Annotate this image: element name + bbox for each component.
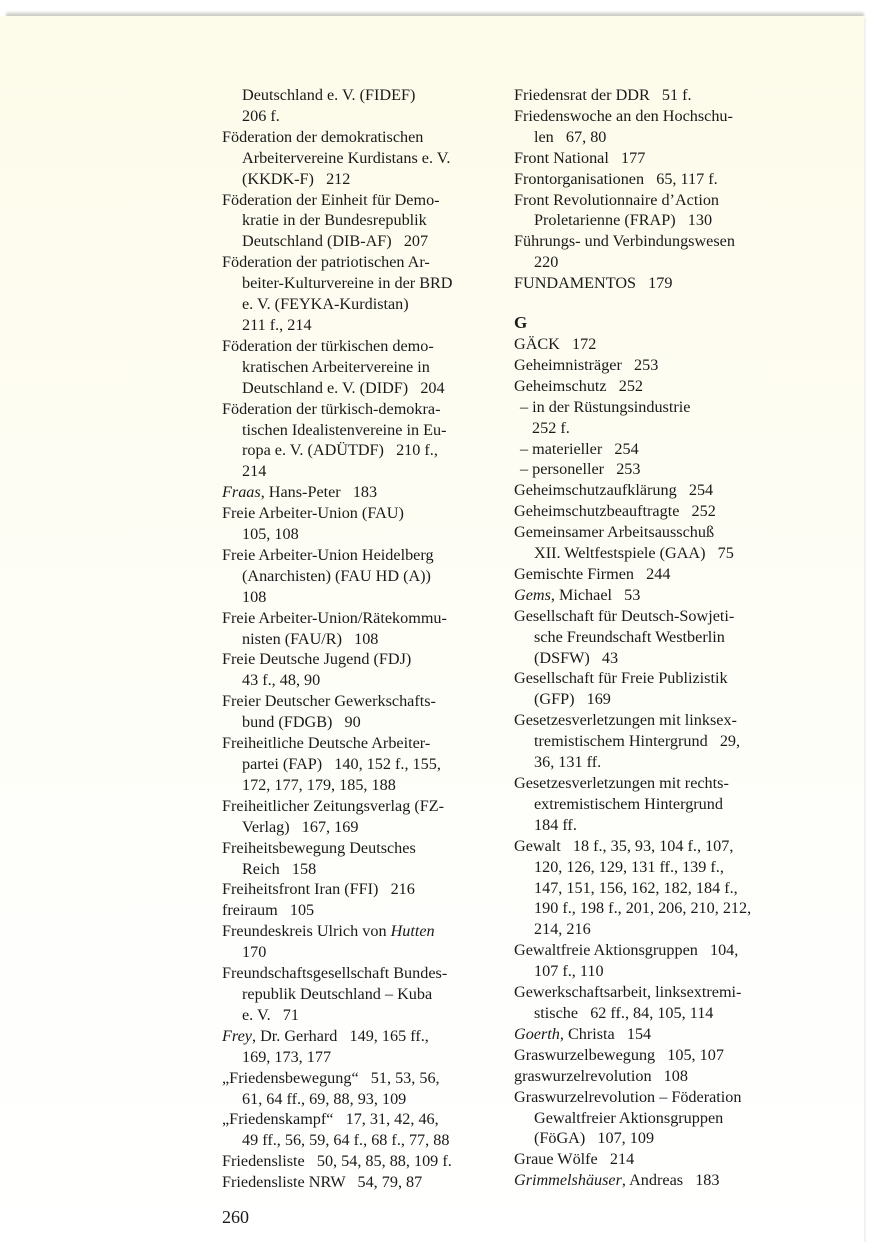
index-entry-text: , Dr. Gerhard 149, 165 ff., [251,1026,429,1045]
index-entry-text: (DSFW) 43 [534,648,619,667]
index-entry-line [514,1024,794,1045]
index-continuation-line [222,524,500,545]
index-entry-line [222,399,500,420]
index-entry-text: , Christa 154 [559,1024,652,1043]
index-entry-text: Friedensliste 50, 54, 85, 88, 109 f. [222,1152,452,1171]
index-entry-line [222,1109,500,1130]
index-continuation-line [514,1128,794,1149]
page-right-edge [864,18,866,1242]
index-entry-line [514,585,794,606]
index-entry-text: Freundeskreis Ulrich von [222,922,391,941]
index-entry-text: Freiheitlicher Zeitungsverlag (FZ- [222,796,445,815]
index-continuation-line [514,1108,794,1129]
index-continuation-line [222,210,500,231]
index-entry-text: Frontorganisationen 65, 117 f. [514,169,718,188]
index-entry-line [222,252,500,273]
index-continuation-line [222,461,500,482]
index-entry-text: 190 f., 198 f., 201, 206, 210, 212, [534,899,752,918]
index-entry-line [514,1087,794,1108]
index-entry-line [514,668,794,689]
index-entry-text: e. V. 71 [242,1005,299,1024]
index-continuation-line [514,752,794,773]
index-entry-line [514,480,794,501]
index-entry-text: Deutschland e. V. (FIDEF) [242,86,416,104]
index-entry-text: (KKDK-F) 212 [242,169,351,188]
section-gap [514,294,794,313]
index-entry-text: 107 f., 110 [534,962,604,981]
index-entry-text: Friedensrat der DDR 51 f. [514,86,692,104]
index-entry-text: (GFP) 169 [534,690,611,709]
index-continuation-line [222,984,500,1005]
index-entry-text: Graue Wölfe 214 [514,1150,635,1169]
index-entry-text: Reich 158 [242,859,317,878]
index-entry-text: bund (FDGB) 90 [242,713,361,732]
index-entry-line [514,940,794,961]
index-entry-text: Friedenswoche an den Hochschu- [514,106,733,125]
index-continuation-line [222,106,500,127]
page-number: 260 [222,1207,249,1227]
index-continuation-line [222,148,500,169]
index-entry-line [514,85,794,106]
index-continuation-line [514,543,794,564]
index-entry-line [514,501,794,522]
index-continuation-line [222,357,500,378]
index-entry-line [514,148,794,169]
index-entry-line [222,1026,500,1047]
index-entry-text: Front National 177 [514,148,646,167]
index-entry-text: 108 [242,587,267,606]
index-entry-surname: Fraas [222,483,261,502]
index-continuation-line [514,961,794,982]
index-entry-line [222,733,500,754]
index-entry-line [514,773,794,794]
index-entry-text: XII. Weltfestspiele (GAA) 75 [534,544,734,563]
index-entry-surname: Gems [514,585,551,604]
index-entry-line [514,334,794,355]
index-entry-text: 170 [242,943,267,962]
index-entry-line [514,1170,794,1191]
index-continuation-line [222,817,500,838]
index-entry-text: Föderation der türkischen demo- [222,336,434,355]
index-entry-text: 49 ff., 56, 59, 64 f., 68 f., 77, 88 [242,1131,450,1150]
index-entry-line [514,606,794,627]
index-entry-line [222,879,500,900]
index-continuation-line [222,440,500,461]
index-entry-line [514,710,794,731]
index-entry-text: 214 [242,462,267,481]
index-entry-line [514,355,794,376]
index-entry-line [222,1172,500,1193]
index-entry-line [514,836,794,857]
index-continuation-line [222,294,500,315]
index-continuation-line [222,942,500,963]
index-entry-surname: Goerth [514,1024,560,1043]
index-continuation-line [222,169,500,190]
index-entry-line [222,900,500,921]
index-continuation-line [222,273,500,294]
index-continuation-line [222,1089,500,1110]
index-continuation-line [514,878,794,899]
index-entry-text: Gesetzesverletzungen mit rechts- [514,774,729,792]
index-entry-line [222,1068,500,1089]
index-entry-text: 214, 216 [534,920,591,939]
index-entry-text: graswurzelrevolution 108 [514,1066,688,1085]
index-entry-text: 120, 126, 129, 131 ff., 139 f., [534,857,724,876]
index-entry-text: tremistischem Hintergrund 29, [534,732,741,751]
index-entry-line [514,190,794,211]
index-entry-text: 206 f. [242,106,280,125]
index-entry-text: 147, 151, 156, 162, 182, 184 f., [534,878,738,897]
index-entry-line [222,127,500,148]
index-entry-line [222,1151,500,1172]
index-entry-line [514,1045,794,1066]
index-entry-text: len 67, 80 [534,127,607,146]
index-entry-text: partei (FAP) 140, 152 f., 155, [242,755,441,773]
index-continuation-line [222,566,500,587]
index-entry-text: Deutschland (DIB-AF) 207 [242,232,429,251]
index-entry-text: sche Freundschaft Westberlin [534,627,725,646]
index-entry-text: Gewaltfreie Aktionsgruppen 104, [514,941,739,960]
index-continuation-line [222,1047,500,1068]
index-entry-text: Geheimschutz 252 [514,376,644,395]
index-entry-line [514,273,794,294]
index-continuation-line [514,627,794,648]
index-continuation-line [222,1005,500,1026]
index-continuation-line [514,210,794,231]
index-entry-surname: Grimmelshäuser [514,1171,622,1190]
index-entry-line [222,838,500,859]
index-entry-text: Führungs- und Verbindungswesen [514,232,735,251]
index-entry-line [514,1066,794,1087]
index-entry-text: Freundschaftsgesellschaft Bundes- [222,964,448,983]
index-continuation-line [222,712,500,733]
index-entry-line [222,691,500,712]
index-entry-text: Föderation der türkisch-demokra- [222,399,441,418]
index-entry-text: Föderation der demokratischen [222,127,424,146]
index-entry-text: Freiheitsbewegung Deutsches [222,838,416,857]
index-entry-line [222,336,500,357]
index-entry-line [222,649,500,670]
index-continuation-line [514,898,794,919]
index-entry-text: stische 62 ff., 84, 105, 114 [534,1003,714,1022]
index-entry-text: „Friedenskampf“ 17, 31, 42, 46, [222,1110,439,1129]
index-entry-text: 184 ff. [534,815,577,834]
index-entry-text: kratie in der Bundesrepublik [242,211,427,230]
index-subentry-line [514,397,794,418]
index-continuation-line [514,731,794,752]
index-entry-text: tischen Idealistenvereine in Eu- [242,420,447,439]
index-entry-text: Gewalt 18 f., 35, 93, 104 f., 107, [514,836,734,855]
index-entry-text: Geheimnisträger 253 [514,355,659,374]
index-continuation-line [222,587,500,608]
index-entry-text: Freie Deutsche Jugend (FDJ) [222,650,412,669]
index-entry-text: Front Revolutionnaire d’Action [514,190,720,209]
index-continuation-line [514,127,794,148]
index-entry-line [222,963,500,984]
index-entry-text: 61, 64 ff., 69, 88, 93, 109 [242,1089,407,1108]
index-entry-text: Freie Arbeiter-Union Heidelberg [222,545,434,564]
index-entry-line [222,796,500,817]
index-entry-text: Freier Deutscher Gewerkschafts- [222,692,436,711]
index-entry-text: 172, 177, 179, 185, 188 [242,775,396,794]
index-continuation-line [222,85,500,106]
index-entry-text: e. V. (FEYKA-Kurdistan) [242,295,409,314]
index-entry-text: Freie Arbeiter-Union (FAU) [222,504,404,523]
index-entry-text: GÄCK 172 [514,334,597,353]
index-entry-text: , Michael 53 [550,585,641,604]
index-entry-text: , Hans-Peter 183 [260,483,378,502]
index-continuation-line [514,418,794,439]
index-entry-text: – in der Rüstungsindustrie [520,397,691,416]
index-entry-line [514,564,794,585]
index-continuation-line [514,794,794,815]
index-continuation-line [222,775,500,796]
index-continuation-line [514,919,794,940]
index-entry-line [222,545,500,566]
index-subentry-line [514,439,794,460]
index-entry-text: , Andreas 183 [621,1171,720,1190]
index-entry-text: – personeller 253 [520,460,641,479]
index-entry-surname: Frey [222,1026,252,1045]
index-entry-line [514,106,794,127]
index-continuation-line [514,689,794,710]
index-continuation-line [222,754,500,775]
index-entry-line [222,503,500,524]
index-column-right [514,85,794,1191]
index-entry-line [514,376,794,397]
index-entry-text: Graswurzelbewegung 105, 107 [514,1045,724,1064]
index-entry-text: Freiheitsfront Iran (FFI) 216 [222,880,415,899]
index-entry-text: nisten (FAU/R) 108 [242,629,379,648]
index-continuation-line [514,815,794,836]
index-entry-text: ropa e. V. (ADÜTDF) 210 f., [242,441,438,460]
index-continuation-line [222,859,500,880]
index-entry-text: – materieller 254 [520,439,639,458]
index-entry-text: 169, 173, 177 [242,1047,332,1066]
index-entry-text: FUNDAMENTOS 179 [514,274,673,293]
index-continuation-line [514,1003,794,1024]
index-entry-text: Proletarienne (FRAP) 130 [534,211,713,230]
index-entry-italic-name: Hutten [390,922,435,941]
index-entry-line [222,482,500,503]
index-entry-text: 252 f. [532,418,570,437]
index-continuation-line [222,629,500,650]
index-continuation-line [514,252,794,273]
index-entry-line [514,982,794,1003]
index-entry-text: 105, 108 [242,525,299,544]
index-entry-line [514,169,794,190]
index-entry-text: Freiheitliche Deutsche Arbeiter- [222,734,431,753]
index-continuation-line [222,1130,500,1151]
index-entry-text: Freie Arbeiter-Union/Rätekommu- [222,608,447,627]
index-entry-text: beiter-Kulturvereine in der BRD [242,274,453,293]
index-entry-text: 36, 131 ff. [534,753,602,772]
index-entry-text: 211 f., 214 [242,315,312,334]
index-entry-text: „Friedensbewegung“ 51, 53, 56, [222,1068,440,1087]
index-continuation-line [514,648,794,669]
index-entry-text: Gesellschaft für Deutsch-Sowjeti- [514,606,735,625]
index-entry-text: Deutschland e. V. (DIDF) 204 [242,378,445,397]
index-entry-text: Graswurzelrevolution – Föderation [514,1087,742,1106]
index-entry-text: Föderation der Einheit für Demo- [222,190,440,209]
index-entry-text: Gemeinsamer Arbeitsausschuß [514,523,715,542]
index-entry-text: G [514,313,528,333]
index-subentry-line [514,459,794,480]
index-entry-text: Arbeitervereine Kurdistans e. V. [242,148,451,167]
index-entry-text: Geheimschutzbeauftragte 252 [514,502,716,521]
index-entry-text: Verlag) 167, 169 [242,817,359,836]
index-entry-line [222,921,500,942]
index-entry-text: Friedensliste NRW 54, 79, 87 [222,1173,423,1192]
index-continuation-line [514,857,794,878]
index-entry-line [514,231,794,252]
index-entry-text: kratischen Arbeitervereine in [242,357,430,376]
index-entry-text: 43 f., 48, 90 [242,671,321,690]
index-entry-text: extremistischem Hintergrund [534,794,723,813]
index-continuation-line [222,420,500,441]
index-continuation-line [222,315,500,336]
index-entry-text: 220 [534,253,559,272]
index-entry-line [222,190,500,211]
index-entry-text: Gemischte Firmen 244 [514,564,671,583]
index-entry-text: republik Deutschland – Kuba [242,984,433,1003]
index-entry-text: Gesetzesverletzungen mit linksex- [514,711,737,730]
index-entry-line [514,1149,794,1170]
index-entry-text: Gesellschaft für Freie Publizistik [514,669,728,688]
index-entry-text: (FöGA) 107, 109 [534,1129,655,1148]
index-entry-line [222,608,500,629]
index-entry-text: Gewerkschaftsarbeit, linksextremi- [514,983,742,1002]
index-entry-line [514,522,794,543]
index-entry-text: Geheimschutzaufklärung 254 [514,481,714,500]
index-entry-text: Föderation der patriotischen Ar- [222,253,430,272]
index-letter-heading [514,313,794,334]
index-continuation-line [222,378,500,399]
index-entry-text: freiraum 105 [222,901,315,920]
index-continuation-line [222,231,500,252]
index-entry-text: Gewaltfreier Aktionsgruppen [534,1108,724,1127]
index-continuation-line [222,670,500,691]
index-column-left [222,85,500,1193]
index-entry-text: (Anarchisten) (FAU HD (A)) [242,566,431,585]
